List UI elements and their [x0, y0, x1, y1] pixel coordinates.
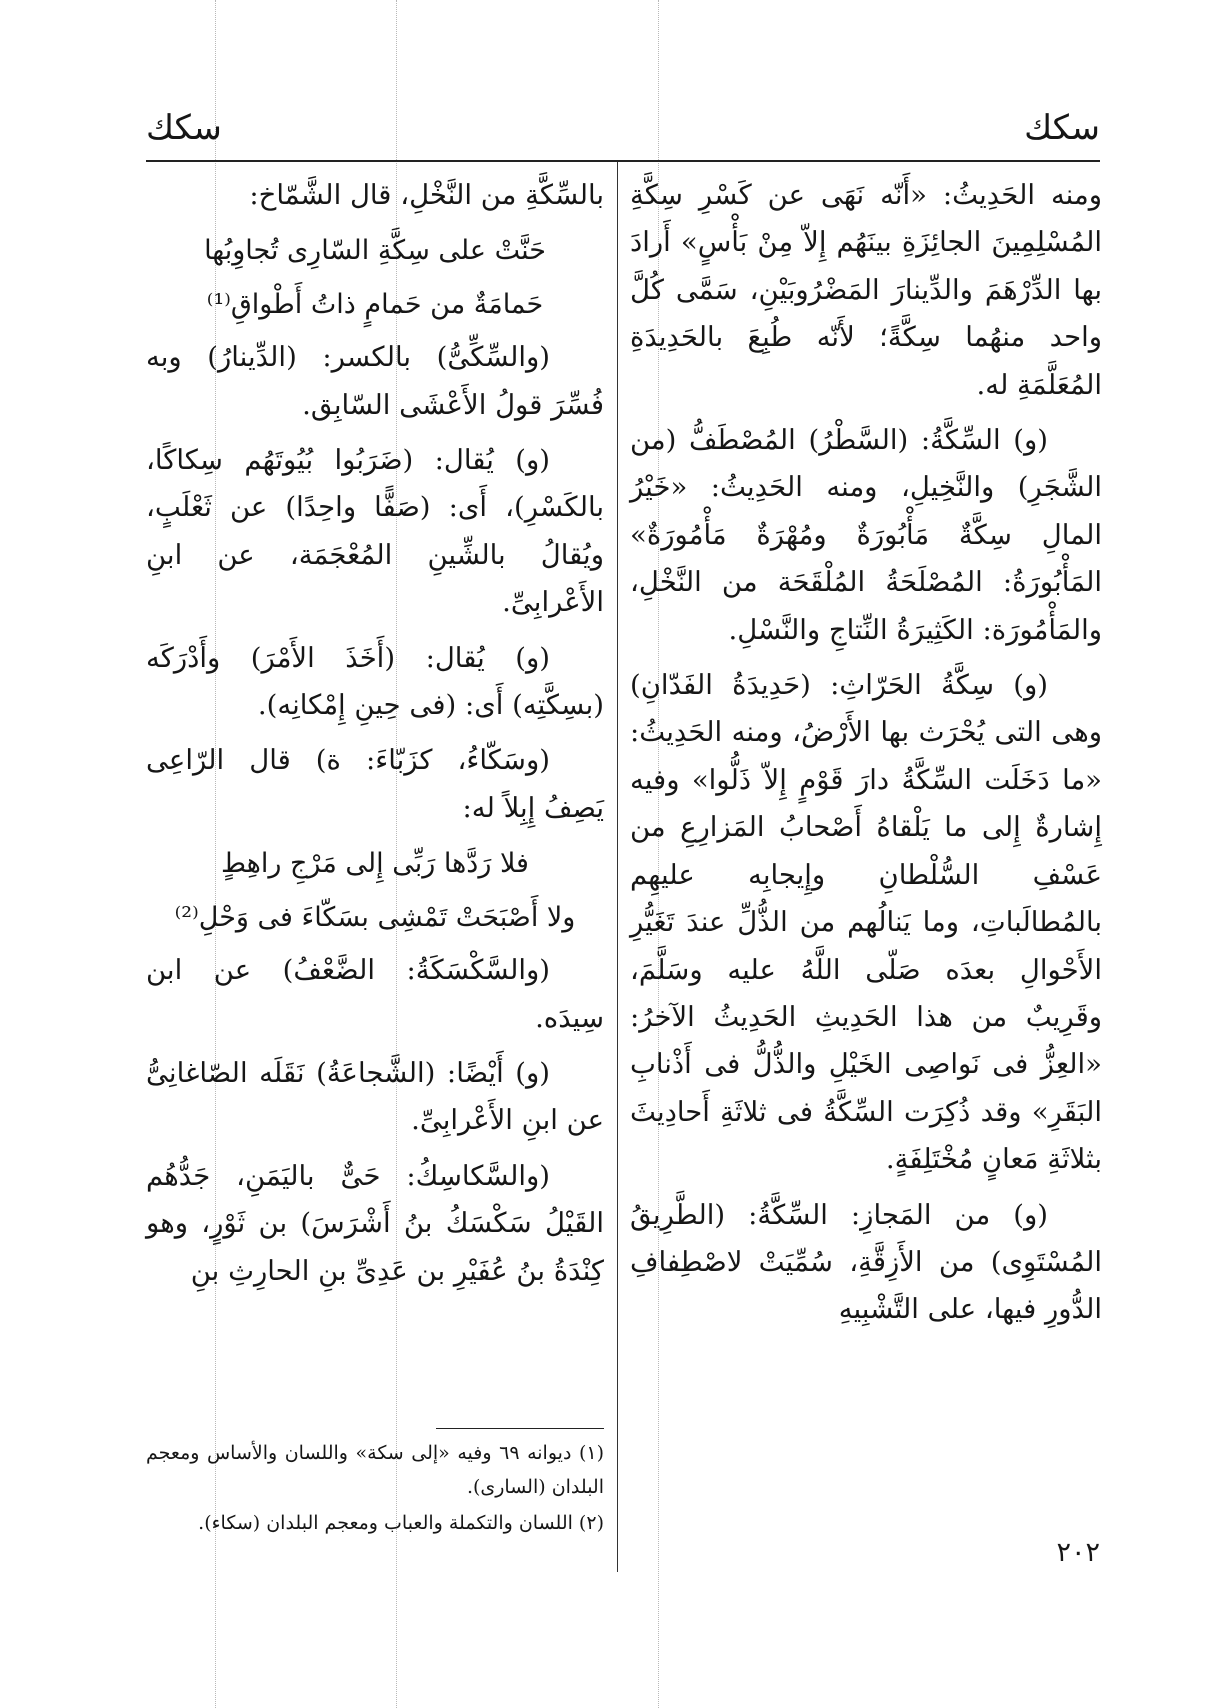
running-header-left: سكك	[146, 108, 222, 148]
verse-line: حَمامَةٌ من حَمامٍ ذاتُ أَطْواقِ⁽¹⁾	[206, 288, 544, 320]
footnote: (٢) اللسان والتكملة والعباب ومعجم البلدان (سكاء).	[198, 1512, 604, 1534]
entry-paragraph: (و) يُقال: (أَخَذَ الأَمْرَ) وأَدْرَكَه (بسِكَّتِه) أَى: (فى حِينِ إِمْكانِه).	[146, 641, 604, 722]
entry-paragraph: (والسَّكاسِكُ: حَىٌّ باليَمَنِ، جَدُّهُم القَيْلُ سَكْسَكُ بنُ أَشْرَسَ) بن ثَوْرٍ، وهو كِنْدَةُ بنُ عُفَيْرِ بن عَدِىِّ بنِ الحارِثِ بنِ	[146, 1159, 604, 1287]
footnotes	[146, 1436, 604, 1542]
running-header-right: سكك	[1024, 108, 1100, 148]
footnote: (١) ديوانه ٦٩ وفيه «إلى سكة» واللسان والأساس ومعجم البلدان (السارى).	[146, 1442, 605, 1498]
entry-paragraph: (والسِّكِّىُّ) بالكسر: (الدِّينارُ) وبه فُسِّرَ قولُ الأَعْشَى السّابِق.	[146, 341, 604, 421]
entry-paragraph: (و) أَيْضًا: (الشَّجاعَةُ) نَقَلَه الصّاغانِىُّ عن ابنِ الأَعْرابِىِّ.	[146, 1056, 604, 1137]
verse-line: فلا رَدَّها رَبِّى إِلى مَرْجِ راهِطٍ	[221, 848, 529, 880]
entry-paragraph: بالسِّكَّةِ من النَّخْلِ، قال الشَّمّاخ:	[249, 179, 604, 211]
entry-paragraph: (و) من المَجازِ: السِّكَّةُ: (الطَّرِيقُ المُسْتَوِى) من الأَزِقَّةِ، سُمِّيَتْ لاصْطِفافِ الدُّورِ فيها، على التَّشْبِيهِ	[630, 1198, 1102, 1326]
entry-paragraph: ومنه الحَدِيثُ: «أَنّه نَهَى عن كَسْرِ سِكَّةِ المُسْلِمِينَ الجائِزَةِ بينَهُم إِلاّ مِنْ بَأْسٍ» أَرادَ بها الدِّرْهَمَ والدِّينارَ المَضْرُوبَيْنِ، سَمَّى كُلَّ واحد منهُما سِكَّةً؛ لأَنّه طُبِعَ بالحَدِيدَةِ المُعَلَّمَةِ له.	[630, 179, 1102, 401]
verse-line: ولا أَصْبَحَتْ تَمْشِى بسَكّاءَ فى وَحْلِ⁽²⁾	[174, 901, 576, 933]
right-column	[630, 172, 1102, 1342]
page-number: ٢٠٢	[1056, 1537, 1100, 1568]
header-rule	[146, 160, 1100, 162]
entry-paragraph: (و) السِّكَّةُ: (السَّطْرُ) المُصْطَفُّ (من الشَّجَرِ) والنَّخِيلِ، ومنه الحَدِيثُ: «خَيْرُ المالِ سِكَّةٌ مَأْبُورَةٌ ومُهْرَةٌ مَأْمُورَةٌ» المَأْبُورَةُ: المُصْلَحَةُ المُلْقَحَة من النَّخْلِ، والمَأْمُورَة: الكَثِيرَةُ النِّتاجِ والنَّسْلِ.	[630, 424, 1102, 646]
footnote-rule	[436, 1428, 604, 1429]
entry-paragraph: (و) سِكَّةُ الحَرّاثِ: (حَدِيدَةُ الفَدّانِ) وهى التى يُحْرَث بها الأَرْضُ، ومنه الحَدِيثُ: «ما دَخَلَت السِّكَّةُ دارَ قَوْمٍ إِلاّ ذَلُّوا» وفيه إِشارةٌ إِلى ما يَلْقاهُ أَصْحابُ المَزارِعِ من عَسْفِ السُّلْطانِ وإِيجابِه عليهِم بالمُطالَباتِ، وما يَنالُهم من الذُّلِّ عندَ تَغَيُّرِ الأَحْوالِ بعدَه صَلّى اللَّهُ عليه وسَلَّمَ، وقَرِيبٌ من هذا الحَدِيثِ الحَدِيثُ الآخرُ: «العِزُّ فى نَواصِى الخَيْلِ والذُّلُّ فى أَذْنابِ البَقَرِ» وقد ذُكِرَت السِّكَّةُ فى ثلاثَةِ أَحادِيثَ بثلاثَةِ مَعانٍ مُخْتَلِفَةٍ.	[630, 669, 1102, 1176]
left-column	[146, 172, 604, 1303]
entry-paragraph: (والسَّكْسَكَةُ: الضَّعْفُ) عن ابن سِيدَه.	[146, 954, 604, 1034]
column-divider	[617, 162, 618, 1572]
entry-paragraph: (وسَكّاءُ، كزَبّاءَ: ة) قال الرّاعِى يَصِفُ إِبِلاً له:	[146, 744, 604, 824]
entry-paragraph: (و) يُقال: (ضَرَبُوا بُيُوتَهُم سِكاكًا، بالكَسْرِ)، أَى: (صَفًّا واحِدًا) عن ثَعْلَبٍ، ويُقالُ بالشِّينِ المُعْجَمَة، عن ابنِ الأَعْرابِىِّ.	[146, 444, 604, 619]
verse-line: حَنَّتْ على سِكَّةِ السّارِى تُجاوِبُها	[204, 235, 546, 267]
